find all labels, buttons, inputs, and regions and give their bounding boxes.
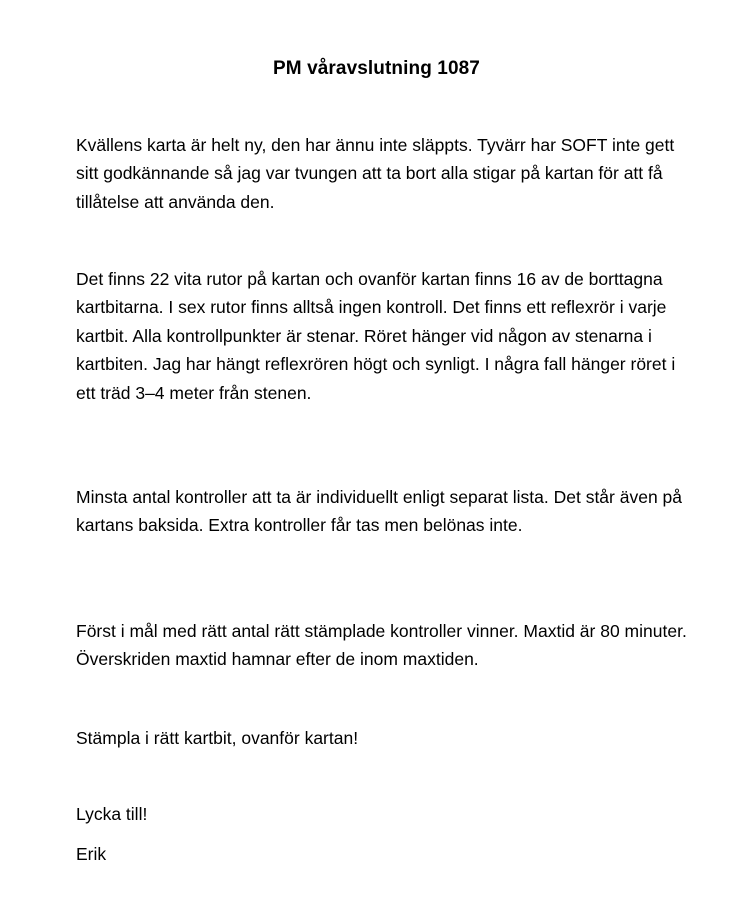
signature: Erik <box>76 844 107 864</box>
document-title: PM våravslutning 1087 <box>273 58 480 79</box>
closing-greeting: Lycka till! <box>76 804 148 824</box>
paragraph-minimum-controls: Minsta antal kontroller att ta är individuellt enligt separat lista. Det står även på kartans baksida. Extra kontroller får tas men belönas inte. <box>76 487 683 536</box>
paragraph-winner-rules: Först i mål med rätt antal rätt stämplade kontroller vinner. Maxtid är 80 minuter. Överskriden maxtid hamnar efter de inom maxtiden. <box>76 621 687 670</box>
paragraph-map-squares: Det finns 22 vita rutor på kartan och ovanför kartan finns 16 av de borttagna kartbitarna. I sex rutor finns alltså ingen kontroll. Det finns ett reflexrör i varje kartbit. Alla kontrollpunkter är stenar. Röret hänger vid någon av stenarna i kartbiten. Jag har hängt reflexrören högt och synligt. I några fall hänger röret i ett träd 3–4 meter från stenen. <box>76 269 676 403</box>
paragraph-map-info: Kvällens karta är helt ny, den har ännu inte släppts. Tyvärr har SOFT inte gett sitt godkännande så jag var tvungen att ta bort alla stigar på kartan för att få tillåtelse att använda den. <box>76 135 675 212</box>
paragraph-punch-instruction: Stämpla i rätt kartbit, ovanför kartan! <box>76 728 359 748</box>
